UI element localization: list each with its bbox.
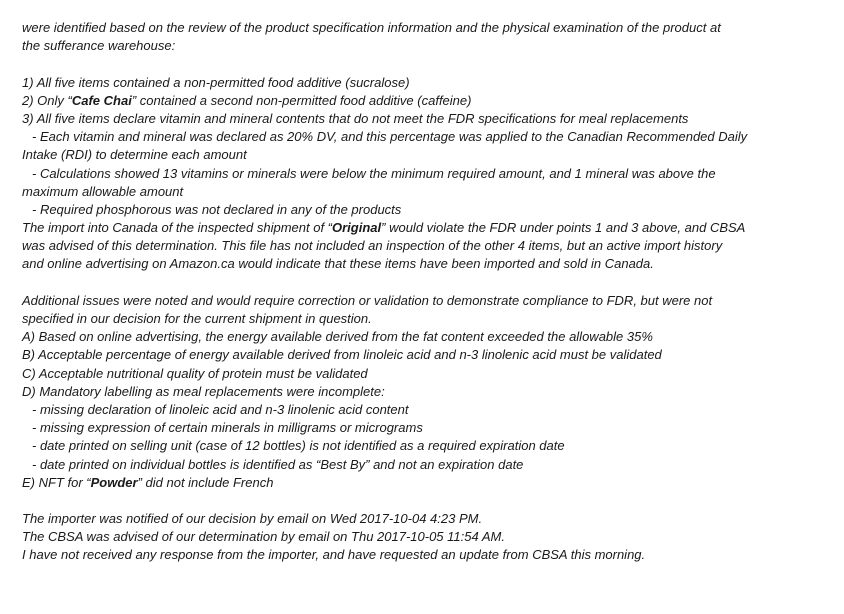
blank-line <box>22 274 837 292</box>
intro-line-1: were identified based on the review of the product specification information and the physical examination of the product at <box>22 20 721 35</box>
blank-line <box>22 55 837 73</box>
additional-line-2: specified in our decision for the current shipment in question. <box>22 311 372 326</box>
import-line-1-post: ” would violate the FDR under points 1 and 3 above, and CBSA <box>381 220 746 236</box>
import-line-3: and online advertising on Amazon.ca would indicate that these items have been imported and sold in Canada. <box>22 256 654 272</box>
closing-line-3: I have not received any response from the importer, and have requested an update from CBSA this morning. <box>22 547 646 563</box>
intro-line-2: the sufferance warehouse: <box>22 38 176 54</box>
finding-3a-line-2: Intake (RDI) to determine each amount <box>22 147 247 163</box>
import-product: Original <box>332 220 382 236</box>
finding-3b-line-1: - Calculations showed 13 vitamins or minerals were below the minimum required amount, and 1 mineral was above the <box>32 165 716 181</box>
additional-item-d-2: - missing expression of certain minerals in milligrams or micrograms <box>32 420 423 436</box>
additional-item-d-3: - date printed on selling unit (case of 12 bottles) is not identified as a required expiration date <box>32 438 565 454</box>
additional-item-a: A) Based on online advertising, the energy available derived from the fat content exceeded the allowable 35% <box>22 329 653 345</box>
finding-2 <box>22 92 837 110</box>
import-line-2: was advised of this determination. This file has not included an inspection of the other 4 items, but an active import history <box>22 238 723 254</box>
document-page <box>22 19 837 565</box>
closing-line-1: The importer was notified of our decision by email on Wed 2017-10-04 4:23 PM. <box>22 511 483 527</box>
additional-item-d-1: - missing declaration of linoleic acid and n-3 linolenic acid content <box>32 401 409 417</box>
finding-2-post: ” contained a second non-permitted food additive (caffeine) <box>131 92 472 108</box>
additional-line-1: Additional issues were noted and would require correction or validation to demonstrate compliance to FDR, but were not <box>22 292 713 308</box>
powder-product: Powder <box>90 474 138 490</box>
additional-item-c: C) Acceptable nutritional quality of protein must be validated <box>22 365 368 381</box>
additional-item-e-post: ” did not include French <box>137 474 274 490</box>
import-line-1 <box>22 219 837 237</box>
additional-item-b: B) Acceptable percentage of energy available derived from linoleic acid and n-3 linolenic acid must be validated <box>22 347 662 363</box>
additional-item-e-pre: E) NFT for “ <box>22 474 91 490</box>
closing-line-2: The CBSA was advised of our determination by email on Thu 2017-10-05 11:54 AM. <box>22 529 505 545</box>
import-line-1-pre: The import into Canada of the inspected shipment of “ <box>22 220 333 236</box>
additional-item-d: D) Mandatory labelling as meal replacements were incomplete: <box>22 383 385 399</box>
additional-item-d-4: - date printed on individual bottles is identified as “Best By” and not an expiration date <box>32 456 524 472</box>
additional-item-e <box>22 474 837 492</box>
finding-3a-line-1: - Each vitamin and mineral was declared as 20% DV, and this percentage was applied to the Canadian Recommended Daily <box>32 129 748 145</box>
finding-2-pre: 2) Only “ <box>22 92 72 108</box>
finding-3b-line-2: maximum allowable amount <box>22 183 184 199</box>
finding-2-product: Cafe Chai <box>71 92 132 108</box>
blank-line <box>22 492 837 510</box>
finding-3c: - Required phosphorous was not declared in any of the products <box>32 201 402 217</box>
finding-1: 1) All five items contained a non-permitted food additive (sucralose) <box>22 74 410 90</box>
finding-3: 3) All five items declare vitamin and mineral contents that do not meet the FDR specifications for meal replacements <box>22 110 689 126</box>
